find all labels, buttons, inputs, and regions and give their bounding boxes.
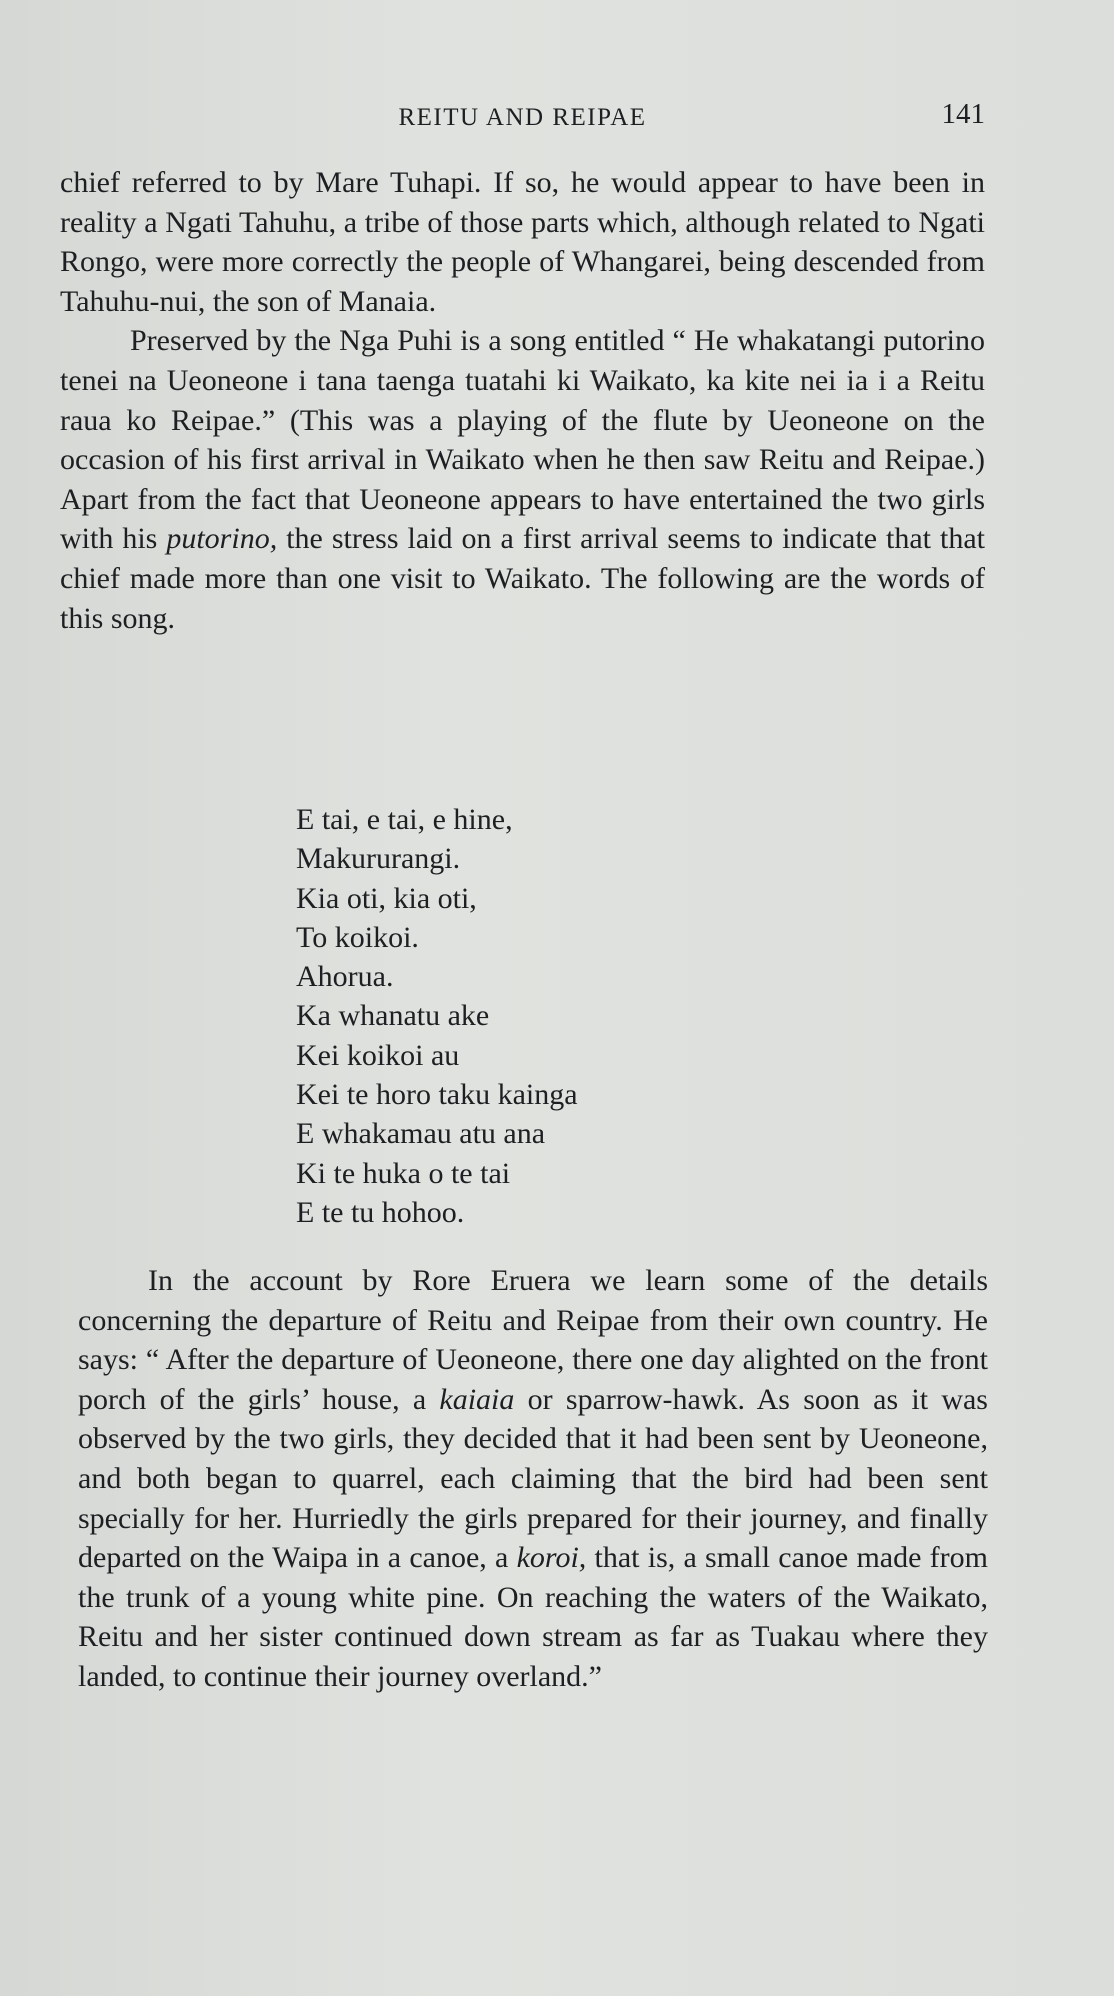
song-verse bbox=[296, 800, 578, 1232]
paragraph-2 bbox=[60, 321, 985, 638]
paragraph-2-text-b: the stress laid on a first arrival seems to indicate that that chief made more than one visit to Waikato. The following are the words of this song. bbox=[60, 522, 985, 635]
paragraph-3-text-c: that is, a small canoe made from the trunk of a young white pine. On reaching the waters of the Waikato, Reitu and her sister continued down stream as far as Tuakau where they landed, to continue their journey overland.” bbox=[78, 1541, 988, 1693]
paragraph-3-text-a: In the account by Rore Eruera we learn some of the details concerning the departure of Reitu and Reipae from their own country. He says: “ After the departure of Ueoneone, there one day alighted on the front porch of the girls’ house, a bbox=[78, 1264, 988, 1416]
paragraph-2-text-a: Preserved by the Nga Puhi is a song entitled “ He whakatangi putorino tenei na Ueoneone i tana taenga tuatahi ki Waikato, ka kite nei ia i a Reitu raua ko Reipae.” (This was a playing of the flute by Ueoneone on the occasion of his first arrival in Waikato when he then saw Reitu and Reipae.) Apart from the fact that Ueoneone appears to have entertained the two girls with his bbox=[60, 324, 985, 556]
verse-line: Makururangi. bbox=[296, 842, 461, 876]
running-title: REITU AND REIPAE bbox=[398, 104, 647, 131]
verse-line: E whakamau atu ana bbox=[296, 1117, 546, 1151]
verse-line: E te tu hohoo. bbox=[296, 1195, 465, 1229]
paragraph-3 bbox=[78, 1261, 988, 1697]
running-head bbox=[60, 98, 985, 138]
page-number: 141 bbox=[941, 98, 985, 130]
verse-line: Ka whanatu ake bbox=[296, 999, 490, 1033]
paragraph-1: chief referred to by Mare Tuhapi. If so, he would appear to have been in reality a Ngati Tahuhu, a tribe of those parts which, although related to Ngati Rongo, were more correctly the people of Whangarei, being descended from Tahuhu-nui, the son of Manaia. bbox=[60, 166, 985, 318]
paragraph-3-italic-b: koroi, bbox=[516, 1541, 587, 1575]
verse-line: Ahorua. bbox=[296, 960, 394, 994]
paragraph-2-italic: putorino, bbox=[166, 522, 278, 556]
verse-line: E tai, e tai, e hine, bbox=[296, 803, 513, 836]
paragraph-3-text-b: or sparrow-hawk. As soon as it was observed by the two girls, they decided that it had been sent by Ueoneone, and both began to quarrel, each claiming that the bird had been sent specially for her. Hurriedly the girls prepared for their journey, and finally departed on the Waipa in a canoe, a bbox=[78, 1382, 988, 1575]
verse-line: Kei te horo taku kainga bbox=[296, 1078, 578, 1112]
verse-line: Kia oti, kia oti, bbox=[296, 881, 477, 915]
verse-line: Ki te huka o te tai bbox=[296, 1156, 511, 1190]
body-text-bottom bbox=[78, 1261, 988, 1697]
paragraph-3-italic-a: kaiaia bbox=[439, 1382, 515, 1416]
verse-line: To koikoi. bbox=[296, 920, 419, 954]
verse-line: Kei koikoi au bbox=[296, 1038, 460, 1072]
body-text-top bbox=[60, 163, 985, 638]
